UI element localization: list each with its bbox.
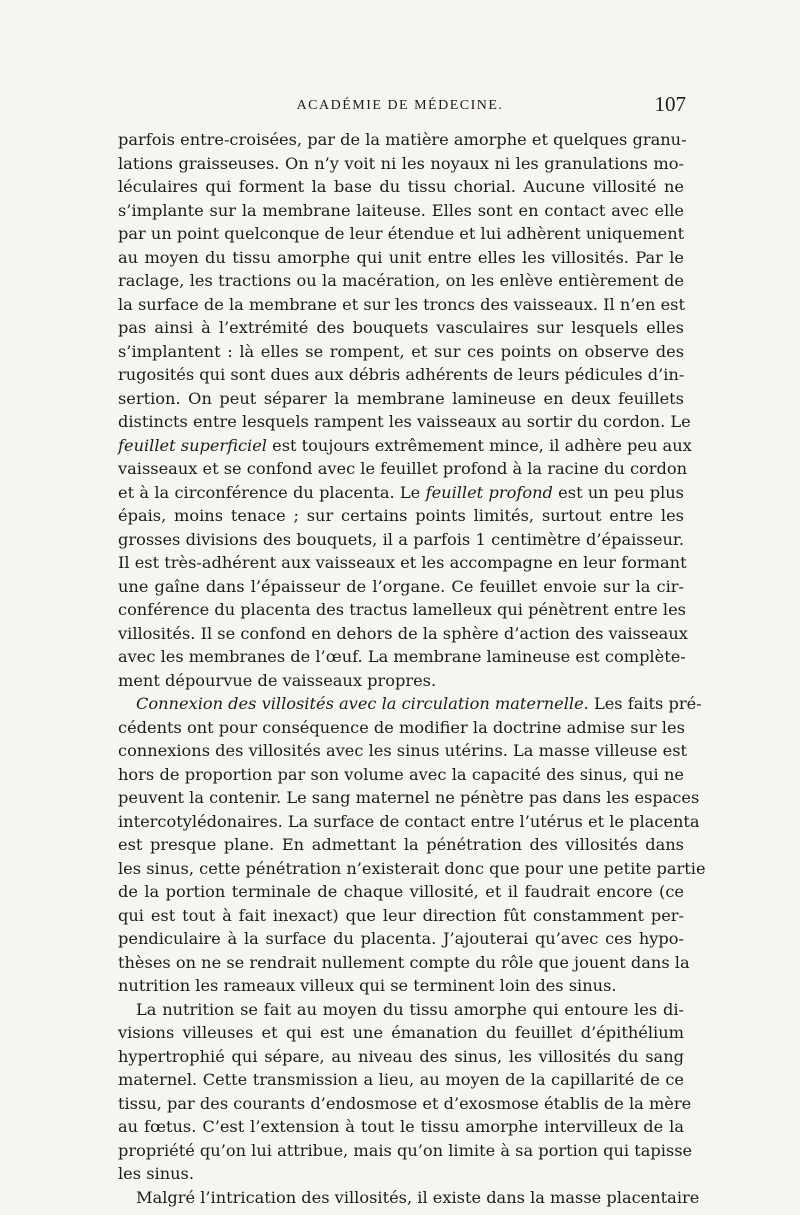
- text-line: [118, 246, 684, 270]
- text-line: [118, 457, 688, 481]
- text-line: [118, 692, 702, 716]
- text-run: s’implantent : là elles se rompent, et sur ces points on observe des: [118, 341, 684, 361]
- text-run: connexions des villosités avec les sinus utérins. La masse villeuse est: [118, 741, 688, 760]
- text-run: villosités. Il se confond en dehors de la sphère d’action des vaisseaux: [118, 623, 688, 643]
- text-run: parfois entre-croisées, par de la matière amorphe et quelques granu-: [118, 130, 687, 149]
- text-line: [118, 410, 691, 434]
- text-run: Malgré l’intrication des villosités, il existe dans la masse placentaire: [136, 1187, 700, 1207]
- text-line: [118, 904, 684, 928]
- text-line: [118, 1186, 700, 1210]
- text-run: par un point quelconque de leur étendue et lui adhèrent uniquement: [118, 224, 685, 243]
- text-line: [118, 269, 684, 293]
- text-run: lations graisseuses. On n’y voit ni les noyaux ni les granulations mo-: [118, 153, 684, 173]
- text-run: maternel. Cette transmission a lieu, au moyen de la capillarité de ce: [118, 1070, 684, 1089]
- text-line: [118, 951, 690, 975]
- text-line: [118, 199, 684, 223]
- text-line: [118, 1162, 684, 1186]
- text-run: est un peu plus: [552, 482, 684, 502]
- text-line: [118, 927, 684, 951]
- italic-run: feuillet superficiel: [118, 435, 267, 455]
- text-run: tissu, par des courants d’endosmose et d’exosmose établis de la mère: [118, 1093, 692, 1113]
- text-run: Les faits pré-: [588, 694, 702, 713]
- text-run: qui est tout à fait inexact) que leur direction fût constamment per-: [118, 905, 684, 925]
- text-run: sertion. On peut séparer la membrane lamineuse en deux feuillets: [118, 388, 684, 408]
- text-run: léculaires qui forment la base du tissu chorial. Aucune villosité ne: [118, 177, 684, 196]
- text-line: [118, 222, 684, 246]
- text-line: [118, 316, 684, 340]
- text-run: la surface de la membrane et sur les troncs des vaisseaux. Il n’en est: [118, 294, 685, 314]
- text-line: [118, 598, 684, 622]
- text-line: [118, 669, 684, 693]
- text-line: [118, 998, 684, 1022]
- text-line: [118, 763, 684, 787]
- text-run: avec les membranes de l’œuf. La membrane lamineuse est complète-: [118, 647, 686, 666]
- running-title: ACADÉMIE DE MÉDECINE.: [296, 98, 504, 113]
- text-line: [118, 387, 684, 411]
- text-run: Il est très-adhérent aux vaisseaux et les accompagne en leur formant: [118, 553, 687, 572]
- text-line: [118, 1021, 684, 1045]
- text-line: [118, 857, 706, 881]
- text-run: une gaîne dans l’épaisseur de l’organe. Ce feuillet envoie sur la cir-: [118, 576, 684, 596]
- text-line: [118, 1068, 684, 1092]
- text-line: [118, 128, 687, 152]
- text-run: nutrition les rameaux villeux qui se terminent loin des sinus.: [118, 976, 617, 995]
- text-line: [118, 293, 684, 317]
- text-run: distincts entre lesquels rampent les vaisseaux au sortir du cordon. Le: [118, 412, 691, 431]
- text-run: de la portion terminale de chaque villosité, et il faudrait encore (ce: [118, 882, 684, 901]
- text-run: au moyen du tissu amorphe qui unit entre elles les villosités. Par le: [118, 247, 684, 267]
- text-run: cédents ont pour conséquence de modifier la doctrine admise sur les: [118, 717, 685, 737]
- text-line: [118, 152, 684, 176]
- text-run: hypertrophié qui sépare, au niveau des sinus, les villosités du sang: [118, 1046, 684, 1066]
- text-line: [118, 175, 684, 199]
- text-line: [118, 739, 688, 763]
- text-line: [118, 645, 684, 669]
- text-line: [118, 504, 684, 528]
- page-number: 107: [654, 92, 686, 116]
- text-line: [118, 786, 700, 810]
- text-run: les sinus.: [118, 1164, 194, 1183]
- text-run: peuvent la contenir. Le sang maternel ne pénètre pas dans les espaces: [118, 788, 700, 807]
- text-run: conférence du placenta des tractus lamelleux qui pénètrent entre les: [118, 600, 686, 619]
- text-run: grosses divisions des bouquets, il a parfois 1 centimètre d’épaisseur.: [118, 529, 684, 549]
- body-text: [118, 128, 706, 1209]
- italic-run: Connexion des villosités avec la circulation maternelle.: [136, 694, 589, 713]
- text-run: est presque plane. En admettant la pénétration des villosités dans: [118, 835, 684, 854]
- text-run: raclage, les tractions ou la macération, on les enlève entièrement de: [118, 271, 684, 290]
- text-run: ment dépourvue de vaisseaux propres.: [118, 670, 437, 690]
- text-run: vaisseaux et se confond avec le feuillet profond à la racine du cordon: [118, 459, 688, 478]
- italic-run: feuillet profond: [425, 482, 553, 502]
- text-line: [118, 575, 684, 599]
- text-run: les sinus, cette pénétration n’existerait donc que pour une petite partie: [118, 858, 706, 878]
- text-line: [118, 1115, 684, 1139]
- text-line: [118, 622, 688, 646]
- text-run: s’implante sur la membrane laiteuse. Elles sont en contact avec elle: [118, 200, 684, 220]
- text-run: et à la circonférence du placenta. Le: [118, 482, 426, 502]
- text-line: [118, 974, 684, 998]
- text-line: [118, 551, 687, 575]
- text-line: [118, 481, 684, 505]
- text-line: [118, 1139, 693, 1163]
- text-run: propriété qu’on lui attribue, mais qu’on limite à sa portion qui tapisse: [118, 1140, 693, 1160]
- text-run: pendiculaire à la surface du placenta. J’ajouterai qu’avec ces hypo-: [118, 929, 684, 948]
- text-line: [118, 833, 684, 857]
- text-run: La nutrition se fait au moyen du tissu amorphe qui entoure les di-: [136, 999, 684, 1019]
- text-line: [118, 880, 684, 904]
- text-line: [118, 1092, 692, 1116]
- text-run: est toujours extrêmement mince, il adhère peu aux: [266, 435, 692, 455]
- text-run: épais, moins tenace ; sur certains points limités, surtout entre les: [118, 506, 684, 525]
- text-line: [118, 340, 684, 364]
- text-line: [118, 716, 684, 740]
- text-run: rugosités qui sont dues aux débris adhérents de leurs pédicules d’in-: [118, 365, 685, 384]
- text-run: thèses on ne se rendrait nullement compte du rôle que jouent dans la: [118, 952, 690, 972]
- text-run: hors de proportion par son volume avec la capacité des sinus, qui ne: [118, 764, 684, 784]
- text-line: [118, 528, 684, 552]
- text-line: [118, 1045, 684, 1069]
- text-line: [118, 363, 684, 387]
- text-run: intercotylédonaires. La surface de contact entre l’utérus et le placenta: [118, 811, 700, 831]
- text-run: pas ainsi à l’extrémité des bouquets vasculaires sur lesquels elles: [118, 318, 684, 337]
- text-line: [118, 810, 700, 834]
- text-run: visions villeuses et qui est une émanation du feuillet d’épithélium: [118, 1023, 684, 1042]
- text-line: [118, 434, 692, 458]
- text-run: au fœtus. C’est l’extension à tout le tissu amorphe intervilleux de la: [118, 1117, 684, 1136]
